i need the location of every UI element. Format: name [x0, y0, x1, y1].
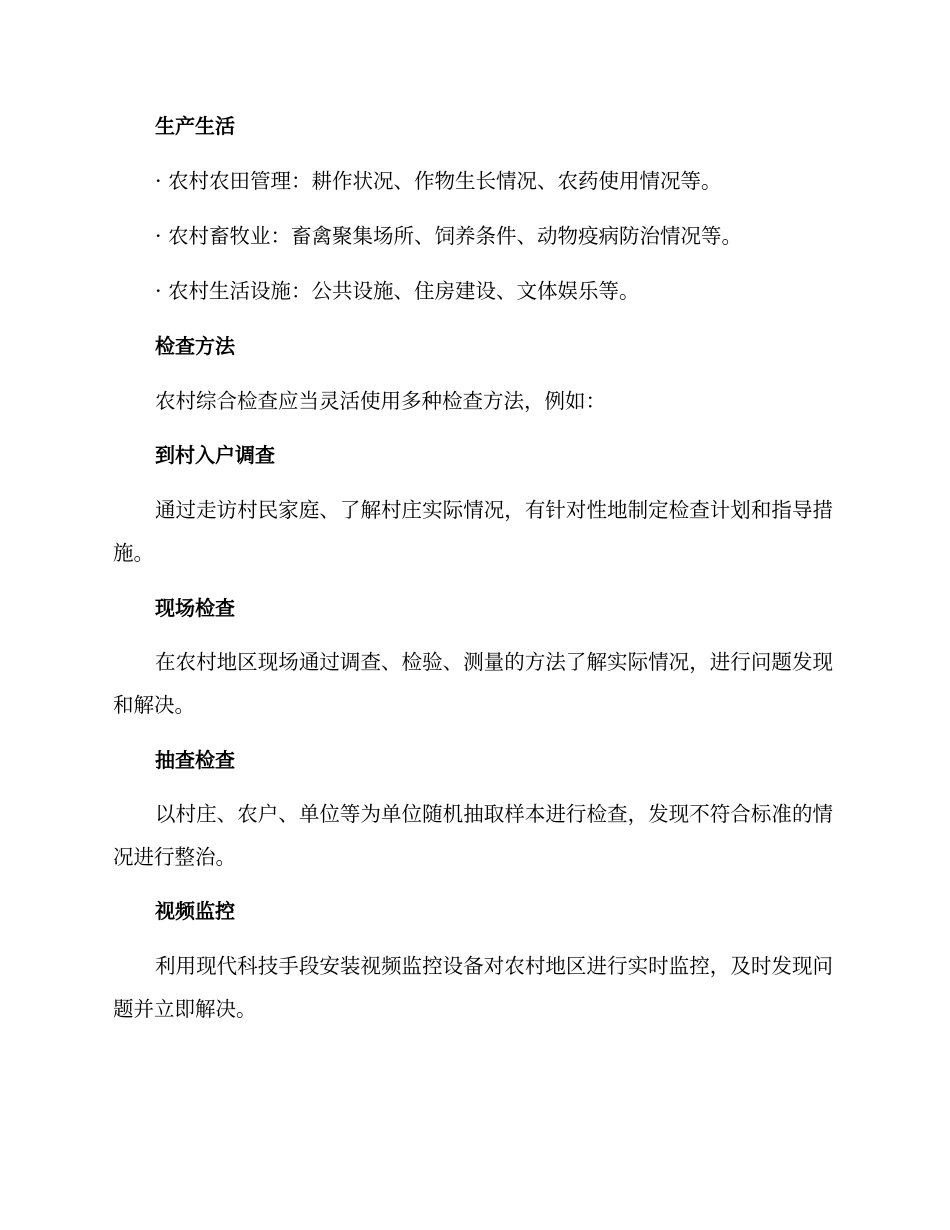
- section-heading-inspection-methods: 检查方法: [155, 334, 235, 358]
- paragraph-household-survey: 通过走访村民家庭、了解村庄实际情况，有针对性地制定检查计划和指导措施。: [113, 498, 833, 565]
- bullet-animal-husbandry: · 农村畜牧业：畜禽聚集场所、饲养条件、动物疫病防治情况等。: [155, 224, 743, 248]
- section-heading-video-monitoring: 视频监控: [155, 899, 235, 923]
- paragraph-video-monitoring: 利用现代科技手段安装视频监控设备对农村地区进行实时监控，及时发现问题并立即解决。: [113, 954, 833, 1021]
- section-heading-production-life: 生产生活: [155, 114, 235, 138]
- section-heading-onsite-inspection: 现场检查: [155, 596, 235, 620]
- bullet-living-facilities: · 农村生活设施：公共设施、住房建设、文体娱乐等。: [155, 279, 640, 303]
- section-heading-household-survey: 到村入户调查: [155, 443, 275, 467]
- bullet-farmland-management: · 农村农田管理：耕作状况、作物生长情况、农药使用情况等。: [155, 169, 722, 193]
- paragraph-methods-intro: 农村综合检查应当灵活使用多种检查方法，例如：: [155, 389, 606, 413]
- paragraph-spot-check: 以村庄、农户、单位等为单位随机抽取样本进行检查，发现不符合标准的情况进行整治。: [113, 802, 833, 869]
- paragraph-onsite-inspection: 在农村地区现场通过调查、检验、测量的方法了解实际情况，进行问题发现和解决。: [113, 650, 833, 717]
- section-heading-spot-check: 抽查检查: [155, 748, 235, 772]
